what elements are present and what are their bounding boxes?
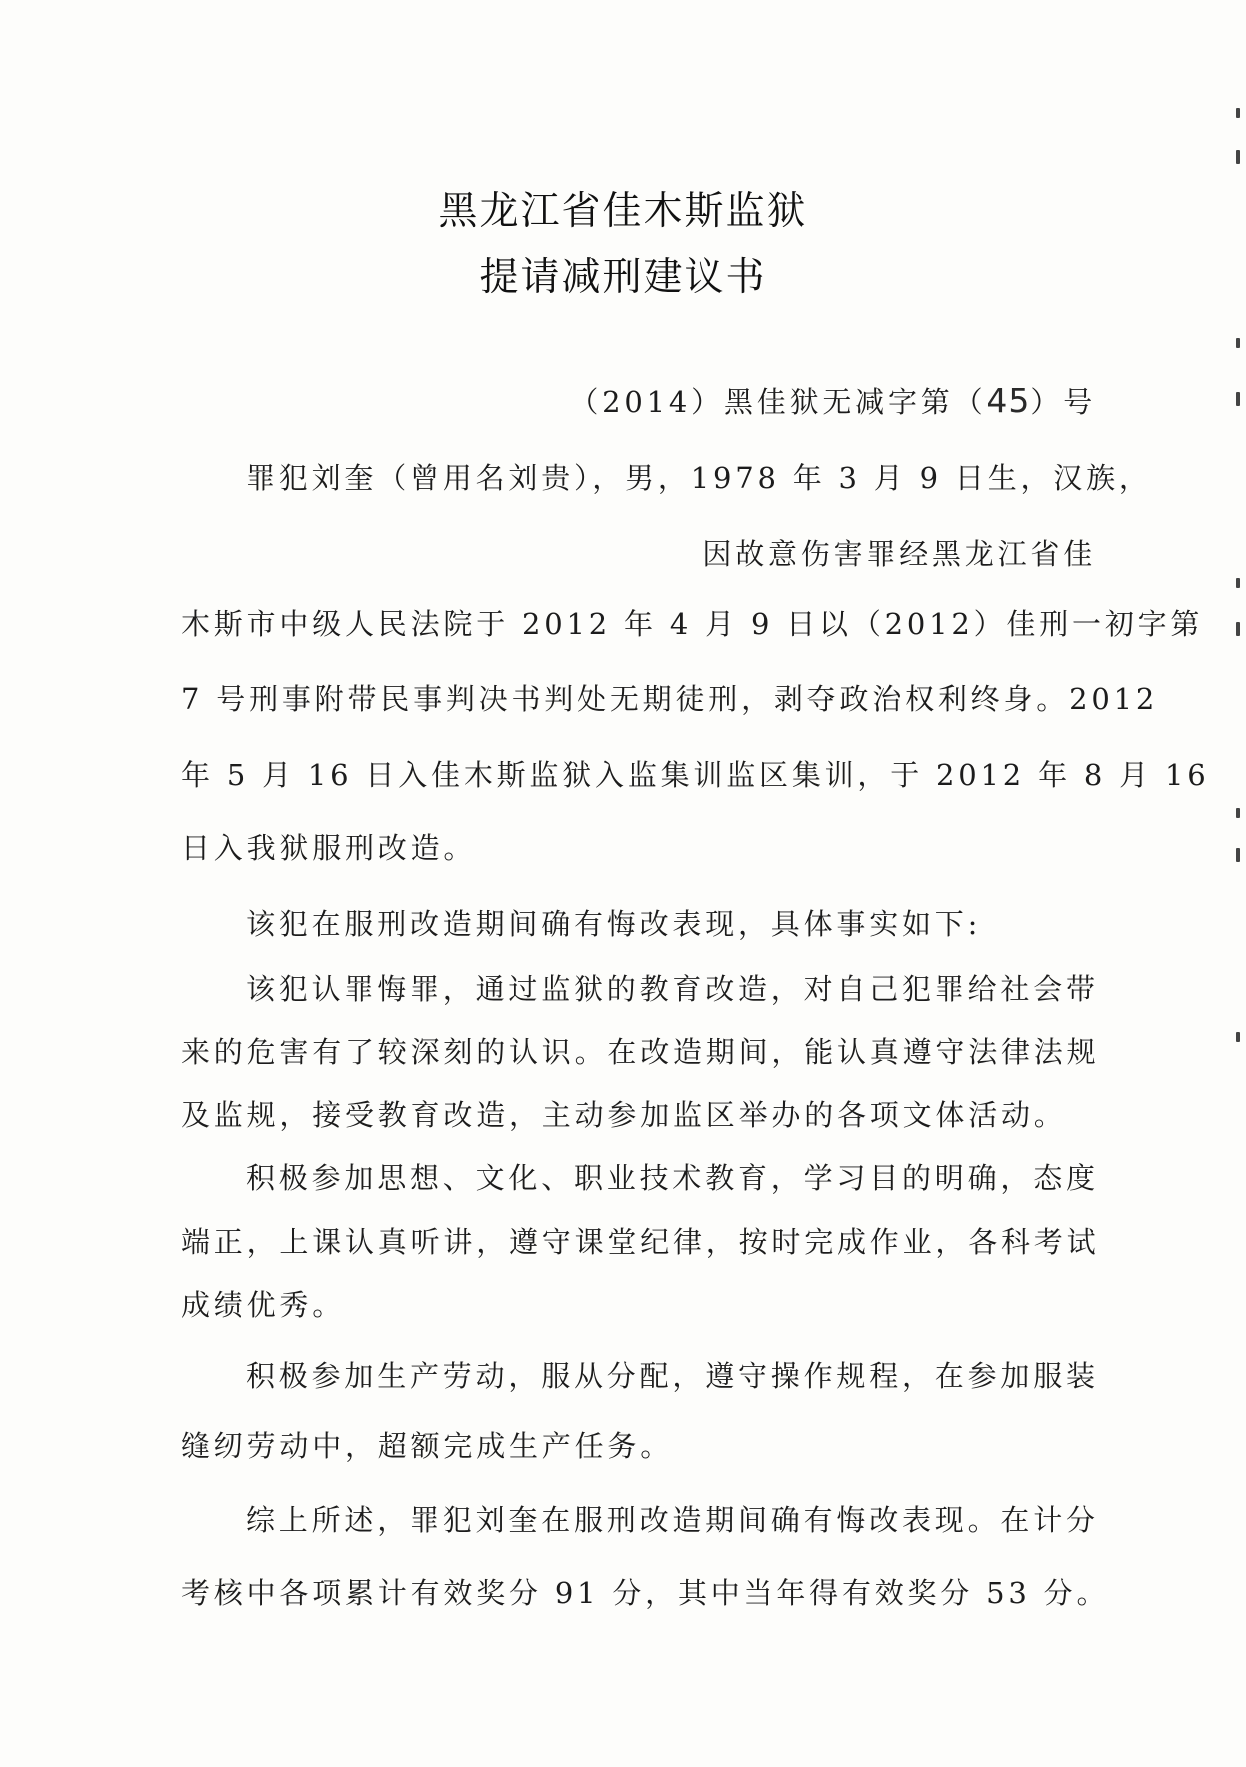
scan-edge-mark [1236,1032,1240,1042]
scan-edge-mark [1236,578,1240,588]
body-line: 7 号刑事附带民事判决书判处无期徒刑，剥夺政治权利终身。2012 [181,682,1159,716]
body-line: 积极参加生产劳动，服从分配，遵守操作规程，在参加服装 [246,1359,1099,1393]
document-number-prefix: （2014）黑佳狱无减字第（ [569,385,987,419]
body-line: 考核中各项累计有效奖分 91 分，其中当年得有效奖分 53 分。 [181,1576,1110,1610]
scan-edge-mark [1236,622,1240,636]
body-line: 来的危害有了较深刻的认识。在改造期间，能认真遵守法律法规 [181,1035,1100,1069]
body-line: 积极参加思想、文化、职业技术教育，学习目的明确，态度 [246,1161,1099,1195]
document-title-line1: 黑龙江省佳木斯监狱 [438,189,808,234]
body-line: 日入我狱服刑改造。 [181,831,477,865]
scan-edge-mark [1236,808,1240,818]
body-line: 因故意伤害罪经黑龙江省佳 [702,537,1096,571]
scan-edge-mark [1236,848,1240,862]
scan-edge-mark [1236,150,1240,164]
scan-edge-mark [1236,392,1240,406]
scan-edge-mark [1236,108,1240,118]
body-line: 成绩优秀。 [181,1288,346,1322]
body-line: 年 5 月 16 日入佳木斯监狱入监集训监区集训，于 2012 年 8 月 16 [181,758,1210,792]
scan-edge-mark [1236,338,1240,348]
document-number-suffix: ）号 [1030,385,1096,419]
body-line: 端正，上课认真听讲，遵守课堂纪律，按时完成作业，各科考试 [181,1225,1100,1259]
document-number-value: 45 [986,381,1031,420]
document-number [0,383,1096,420]
body-line: 该犯认罪悔罪，通过监狱的教育改造，对自己犯罪给社会带 [246,972,1099,1006]
body-line: 罪犯刘奎（曾用名刘贵），男，1978 年 3 月 9 日生，汉族， [246,461,1152,495]
body-line: 及监规，接受教育改造，主动参加监区举办的各项文体活动。 [181,1098,1067,1132]
document-title-line2: 提请减刑建议书 [479,255,767,300]
body-line: 综上所述，罪犯刘奎在服刑改造期间确有悔改表现。在计分 [246,1503,1099,1537]
body-line: 该犯在服刑改造期间确有悔改表现，具体事实如下: [246,907,982,941]
body-line: 缝纫劳动中，超额完成生产任务。 [181,1429,674,1463]
body-line: 木斯市中级人民法院于 2012 年 4 月 9 日以（2012）佳刑一初字第 [181,607,1204,641]
